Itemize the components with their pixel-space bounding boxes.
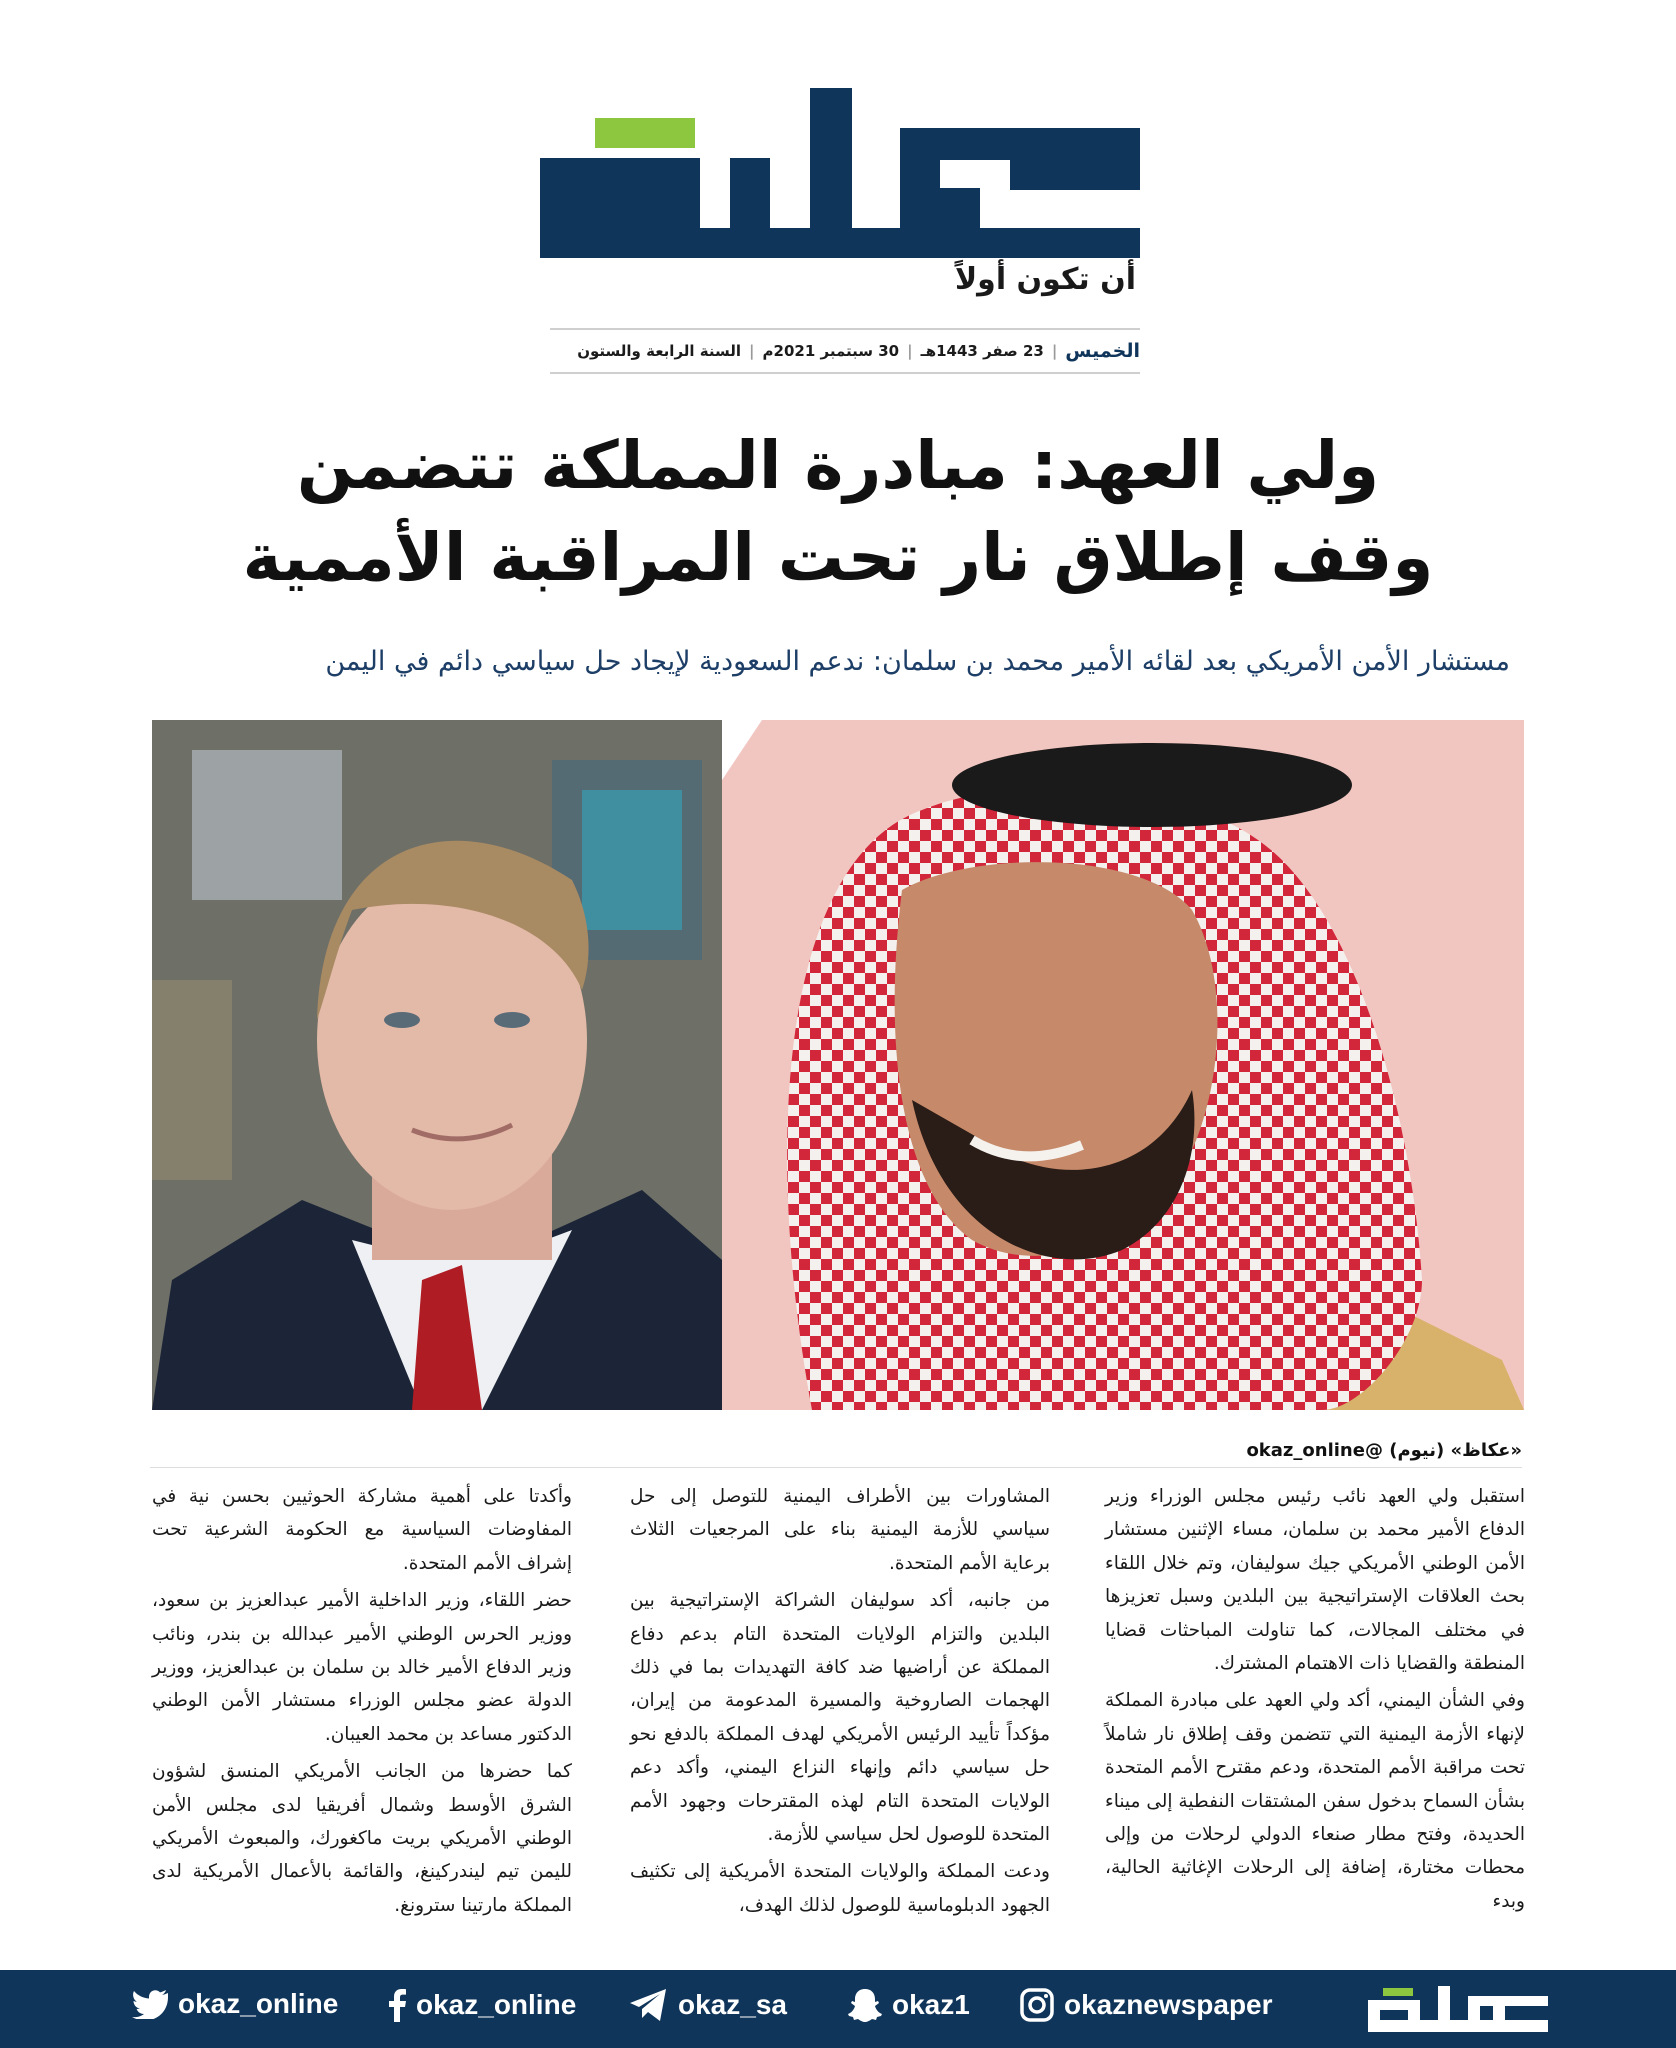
portrait-photo-left xyxy=(152,720,722,1410)
paragraph: حضر اللقاء، وزير الداخلية الأمير عبدالعزيز بن سعود، ووزير الحرس الوطني الأمير عبدالله بن بندر، ونائب وزير الدفاع الأمير خالد بن سلمان بن عبدالعزيز، ووزير الدولة عضو مجلس الوزراء مستشار الأمن الوطني الدكتور مساعد بن محمد العيبان. xyxy=(152,1590,572,1745)
portrait-photo-right xyxy=(722,720,1524,1410)
paragraph: ودعت المملكة والولايات المتحدة الأمريكية إلى تكثيف الجهود الدبلوماسية للوصول لذلك الهدف، xyxy=(630,1861,1050,1916)
twitter-link[interactable] xyxy=(132,1988,338,2020)
paragraph: كما حضرها من الجانب الأمريكي المنسق لشؤون الشرق الأوسط وشمال أفريقيا لدى مجلس الأمن الوطني الأمريكي بريت ماكغورك، والمبعوث الأمريكي لليمن تيم ليندركينغ، والقائمة بالأعمال الأمريكية لدى المملكة مارتينا سترونغ. xyxy=(152,1761,572,1916)
article-column-1 xyxy=(1105,1480,1525,1922)
paragraph: من جانبه، أكد سوليفان الشراكة الإستراتيجية بين البلدين والتزام الولايات المتحدة التام بدعم دفاع المملكة عن أراضيها ضد كافة التهديدات بما في ذلك الهجمات الصاروخية والمسيرة المدعومة من إيران، مؤكداً تأييد الرئيس الأمريكي لهدف المملكة بالدفع نحو حل سياسي دائم وإنهاء النزاع اليمني، وأكد دعم الولايات المتحدة التام لهذه المقترحات وجهود الأمم المتحدة للوصول لحل سياسي للأزمة. xyxy=(630,1590,1050,1846)
instagram-link[interactable] xyxy=(1020,1988,1273,2022)
paragraph: استقبل ولي العهد نائب رئيس مجلس الوزراء وزير الدفاع الأمير محمد بن سلمان، مساء الإثنين مستشار الأمن الوطني الأمريكي جيك سوليفان، وتم خلال اللقاء بحث العلاقات الإستراتيجية بين البلدين وسبل تعزيزها في مختلف المجالات، كما تناولت المباحثات قضايا المنطقة والقضايا ذات الاهتمام المشترك. xyxy=(1105,1486,1525,1675)
twitter-icon xyxy=(132,1989,168,2019)
telegram-link[interactable] xyxy=(628,1988,787,2022)
snapchat-handle: okaz1 xyxy=(892,1989,970,2020)
date-gregorian: 30 سبتمبر 2021م xyxy=(762,342,900,360)
telegram-handle: okaz_sa xyxy=(678,1989,787,2020)
facebook-handle: okaz_online xyxy=(416,1989,577,2020)
date-separator: | xyxy=(907,342,913,360)
date-hijri: 23 صفر 1443هـ xyxy=(920,342,1044,360)
facebook-icon xyxy=(388,1988,406,2022)
tagline: أن تكون أولاً xyxy=(954,262,1136,297)
photo-credit: «عكاظ» (نيوم) @okaz_online xyxy=(150,1440,1522,1468)
headline xyxy=(150,420,1526,604)
snapchat-icon xyxy=(848,1988,882,2022)
paragraph: وأكدتا على أهمية مشاركة الحوثيين بحسن نية في المفاوضات السياسية مع الحكومة الشرعية تحت إشراف الأمم المتحدة. xyxy=(152,1486,572,1574)
date-year: السنة الرابعة والستون xyxy=(577,342,742,360)
dateline xyxy=(550,328,1140,374)
date-separator: | xyxy=(749,342,755,360)
instagram-handle: okaznewspaper xyxy=(1064,1989,1273,2020)
subheadline: مستشار الأمن الأمريكي بعد لقائه الأمير محمد بن سلمان: ندعم السعودية لإيجاد حل سياسي دائم في اليمن xyxy=(325,646,1510,677)
headline-line-2: وقف إطلاق نار تحت المراقبة الأممية xyxy=(242,519,1434,596)
instagram-icon xyxy=(1020,1988,1054,2022)
telegram-icon xyxy=(628,1988,668,2022)
snapchat-link[interactable] xyxy=(848,1988,970,2022)
article-column-2 xyxy=(630,1480,1050,1926)
date-day: الخميس xyxy=(1065,340,1140,362)
facebook-link[interactable] xyxy=(388,1988,576,2022)
paragraph: وفي الشأن اليمني، أكد ولي العهد على مبادرة المملكة لإنهاء الأزمة اليمنية التي تتضمن وقف إطلاق نار شاملاً تحت مراقبة الأمم المتحدة، ودعم مقترح الأمم المتحدة بشأن السماح بدخول سفن المشتقات النفطية إلى ميناء الحديدة، وفتح مطار صنعاء الدولي لرحلات من وإلى محطات مختارة، إضافة إلى الرحلات الإغاثية الحالية، وبدء xyxy=(1105,1690,1525,1912)
twitter-handle: okaz_online xyxy=(178,1988,339,2019)
headline-line-1: ولي العهد: مبادرة المملكة تتضمن xyxy=(296,427,1380,504)
social-footer xyxy=(0,1970,1676,2048)
okaz-logo xyxy=(540,88,1140,258)
article-column-3 xyxy=(152,1480,572,1926)
okaz-footer-logo xyxy=(1368,1986,1548,2036)
paragraph: المشاورات بين الأطراف اليمنية للتوصل إلى حل سياسي للأزمة اليمنية بناء على المرجعيات الثلاث برعاية الأمم المتحدة. xyxy=(630,1486,1050,1574)
date-separator: | xyxy=(1051,342,1058,360)
